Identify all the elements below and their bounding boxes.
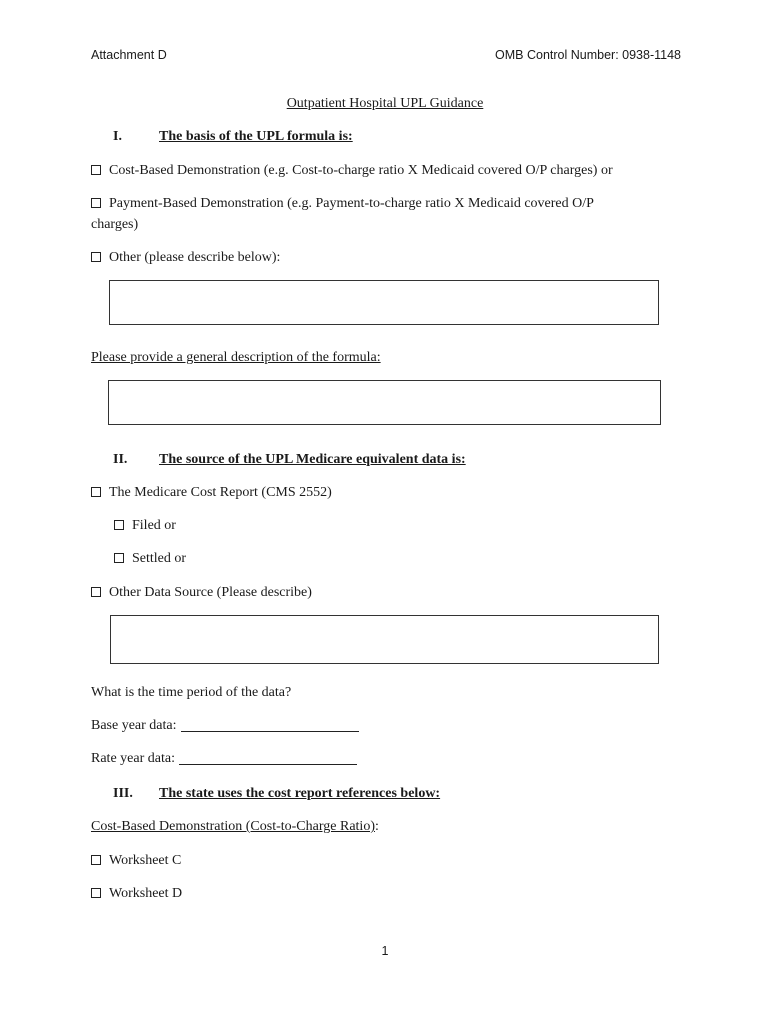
section-1-number: I.: [113, 129, 122, 144]
other-data-source-label: Other Data Source (Please describe): [109, 585, 312, 600]
worksheet-c-label: Worksheet C: [109, 853, 182, 868]
option-other-data-source: [91, 584, 312, 601]
section-3-title: The state uses the cost report references below:: [159, 786, 441, 801]
option-medicare-cost-report: [91, 484, 332, 501]
cost-based-label: Cost-Based Demonstration (e.g. Cost-to-charge ratio X Medicaid covered O/P charges) or: [109, 163, 613, 178]
other-formula-checkbox[interactable]: [91, 252, 101, 262]
worksheet-d-checkbox[interactable]: [91, 888, 101, 898]
option-payment-based: [91, 195, 594, 212]
rate-year-row: [91, 750, 357, 767]
other-formula-description-field[interactable]: [109, 280, 659, 325]
medicare-cost-report-checkbox[interactable]: [91, 487, 101, 497]
header-left: Attachment D: [91, 48, 167, 62]
base-year-row: [91, 717, 359, 734]
section-2-title: The source of the UPL Medicare equivalent data is:: [159, 452, 466, 467]
cost-based-subheading: Cost-Based Demonstration (Cost-to-Charge Ratio): [91, 819, 375, 834]
other-data-source-checkbox[interactable]: [91, 587, 101, 597]
option-cost-based: [91, 162, 613, 179]
filed-label: Filed or: [132, 518, 176, 533]
section-3-heading: [113, 785, 440, 802]
section-2-number: II.: [113, 452, 128, 467]
page-number: 1: [381, 944, 389, 958]
settled-label: Settled or: [132, 551, 187, 566]
filed-checkbox[interactable]: [114, 520, 124, 530]
formula-description-field[interactable]: [108, 380, 661, 425]
header-right: OMB Control Number: 0938-1148: [495, 48, 681, 62]
worksheet-d-label: Worksheet D: [109, 886, 183, 901]
worksheet-c-checkbox[interactable]: [91, 855, 101, 865]
time-period-question: What is the time period of the data?: [91, 685, 292, 700]
section-2-heading: [113, 451, 466, 468]
section-1-heading: [113, 128, 353, 145]
cost-based-subheading-row: [91, 818, 379, 835]
option-settled: [114, 550, 186, 567]
payment-based-label-continuation: charges): [91, 217, 139, 232]
option-worksheet-d: [91, 885, 182, 902]
cost-based-subheading-colon: :: [374, 819, 379, 834]
page-title: Outpatient Hospital UPL Guidance: [286, 96, 484, 111]
payment-based-label: Payment-Based Demonstration (e.g. Payment-to-charge ratio X Medicaid covered O/P: [109, 196, 594, 211]
cost-based-checkbox[interactable]: [91, 165, 101, 175]
payment-based-checkbox[interactable]: [91, 198, 101, 208]
section-3-number: III.: [113, 786, 133, 801]
rate-year-label: Rate year data:: [91, 751, 175, 766]
section-1-title: The basis of the UPL formula is:: [159, 129, 353, 144]
rate-year-input[interactable]: [179, 750, 357, 765]
base-year-label: Base year data:: [91, 718, 177, 733]
settled-checkbox[interactable]: [114, 553, 124, 563]
option-worksheet-c: [91, 852, 181, 869]
other-formula-label: Other (please describe below):: [109, 250, 281, 265]
medicare-cost-report-label: The Medicare Cost Report (CMS 2552): [109, 485, 332, 500]
formula-description-prompt: Please provide a general description of the formula:: [91, 350, 381, 365]
other-data-source-field[interactable]: [110, 615, 659, 664]
option-filed: [114, 517, 176, 534]
base-year-input[interactable]: [181, 717, 359, 732]
option-other-formula: [91, 249, 280, 266]
